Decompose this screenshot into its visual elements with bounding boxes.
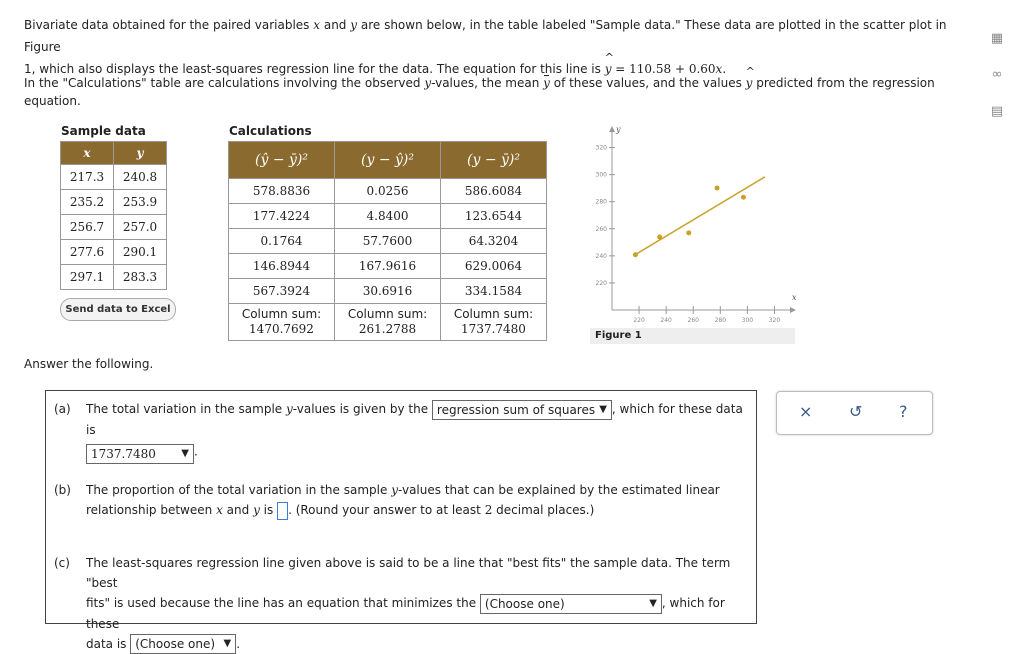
- cell: 64.3204: [441, 229, 547, 254]
- y-tick-label: 300: [595, 171, 607, 179]
- table-row: [61, 190, 167, 215]
- calc-header-1: (ŷ − ȳ)²: [229, 142, 335, 179]
- sample-data-title: Sample data: [61, 124, 146, 138]
- y-tick-label: 320: [595, 144, 607, 152]
- data-point: [633, 252, 638, 257]
- table-row: [229, 179, 547, 204]
- undo-icon[interactable]: ↺: [849, 402, 863, 421]
- cell: 629.0064: [441, 254, 547, 279]
- calc-header-2: (y − ŷ)²: [335, 142, 441, 179]
- cell: 123.6544: [441, 204, 547, 229]
- y-tick-label: 240: [595, 252, 607, 260]
- column-sum-row: [229, 304, 547, 341]
- send-to-excel-button[interactable]: Send data to Excel: [60, 298, 176, 321]
- cell: 257.0: [114, 215, 167, 240]
- y-axis-label: y: [616, 125, 621, 134]
- cell: 334.1584: [441, 279, 547, 304]
- x-tick-label: 280: [714, 317, 727, 324]
- table-row: [61, 240, 167, 265]
- cell: 0.0256: [335, 179, 441, 204]
- cell: 253.9: [114, 190, 167, 215]
- clear-icon[interactable]: ×: [799, 402, 813, 421]
- cell: 256.7: [61, 215, 114, 240]
- cell: 297.1: [61, 265, 114, 290]
- table-row: [61, 265, 167, 290]
- cell: 567.3924: [229, 279, 335, 304]
- column-sum-2: Column sum: 261.2788: [335, 304, 441, 341]
- column-sum-1: Column sum: 1470.7692: [229, 304, 335, 341]
- cell: 240.8: [114, 165, 167, 190]
- data-point: [715, 186, 720, 191]
- proportion-input[interactable]: [277, 502, 288, 520]
- x-tick-label: 300: [741, 317, 754, 324]
- table-row: [61, 165, 167, 190]
- calculations-title: Calculations: [229, 124, 312, 138]
- table-row: [229, 229, 547, 254]
- total-variation-value-select[interactable]: 1737.7480 ▼: [86, 444, 194, 464]
- intro-paragraph-2: In the "Calculations" table are calculations involving the observed y-values, the mean y of these values, and the values ^ y predicted from the regression equation.: [24, 74, 954, 110]
- data-point: [741, 195, 746, 200]
- y-tick-label: 260: [595, 225, 607, 233]
- data-point: [657, 235, 662, 240]
- answer-tools: [776, 391, 933, 435]
- table-row: [61, 215, 167, 240]
- infinity-icon[interactable]: ∞: [991, 67, 1003, 82]
- question-box: (a) The total variation in the sample y-values is given by the regression sum of squares ▼ , which for these data is 1737.7480 ▼ . (b) The proportion of the total variation in the sample y-values that can be explained by the estimated linear relationship between x and y is . (Round your answer to at least 2 decimal places.) (c) The least-squares regression line given above is said to be a line that "best fits" the sample data. The term "best fits" is used because the line has an equation that minimizes the (Choose one) ▼ , which for these data is (Choose one) ▼ .: [45, 390, 757, 624]
- calculator-icon[interactable]: ▦: [990, 31, 1004, 46]
- y-tick-label: 280: [595, 198, 607, 206]
- y-tick-label: 220: [595, 279, 607, 287]
- x-axis-arrow: [790, 307, 796, 313]
- x-tick-label: 220: [633, 317, 645, 324]
- sample-data-table: [60, 141, 167, 290]
- minimizes-select[interactable]: (Choose one) ▼: [480, 594, 662, 614]
- scatter-plot: [590, 122, 800, 327]
- x-axis-label: x: [792, 293, 797, 302]
- cell: 4.8400: [335, 204, 441, 229]
- x-tick-label: 240: [660, 317, 672, 324]
- x-tick-label: 320: [768, 317, 781, 324]
- cell: 235.2: [61, 190, 114, 215]
- sample-header-y: y: [114, 142, 167, 165]
- cell: 578.8836: [229, 179, 335, 204]
- answer-intro: Answer the following.: [24, 357, 154, 371]
- y-axis-arrow: [609, 126, 615, 132]
- cell: 167.9616: [335, 254, 441, 279]
- cell: 217.3: [61, 165, 114, 190]
- intro-paragraph-1: Bivariate data obtained for the paired variables x and y are shown below, in the table labeled "Sample data." These data are plotted in the scatter plot in Figure 1, which also displays the least-squares regression line for the data. The equation for this line is ^ y = 110.58 + 0.60x.: [24, 14, 954, 80]
- cell: 277.6: [61, 240, 114, 265]
- figure-caption: Figure 1: [590, 328, 795, 344]
- x-tick-label: 260: [687, 317, 699, 324]
- cell: 177.4224: [229, 204, 335, 229]
- cell: 146.8944: [229, 254, 335, 279]
- notes-icon[interactable]: ▤: [990, 104, 1004, 119]
- cell: 57.7600: [335, 229, 441, 254]
- cell: 0.1764: [229, 229, 335, 254]
- column-sum-3: Column sum: 1737.7480: [441, 304, 547, 341]
- table-row: [229, 279, 547, 304]
- table-row: [229, 204, 547, 229]
- cell: 283.3: [114, 265, 167, 290]
- help-icon[interactable]: ?: [899, 402, 908, 421]
- total-variation-select[interactable]: regression sum of squares ▼: [432, 400, 612, 420]
- cell: 586.6084: [441, 179, 547, 204]
- data-is-select[interactable]: (Choose one) ▼: [130, 634, 236, 654]
- cell: 30.6916: [335, 279, 441, 304]
- cell: 290.1: [114, 240, 167, 265]
- data-point: [686, 230, 691, 235]
- calc-header-3: (y − ȳ)²: [441, 142, 547, 179]
- regression-line: [635, 177, 765, 255]
- sample-header-x: x: [61, 142, 114, 165]
- table-row: [229, 254, 547, 279]
- calculations-table: [228, 141, 547, 341]
